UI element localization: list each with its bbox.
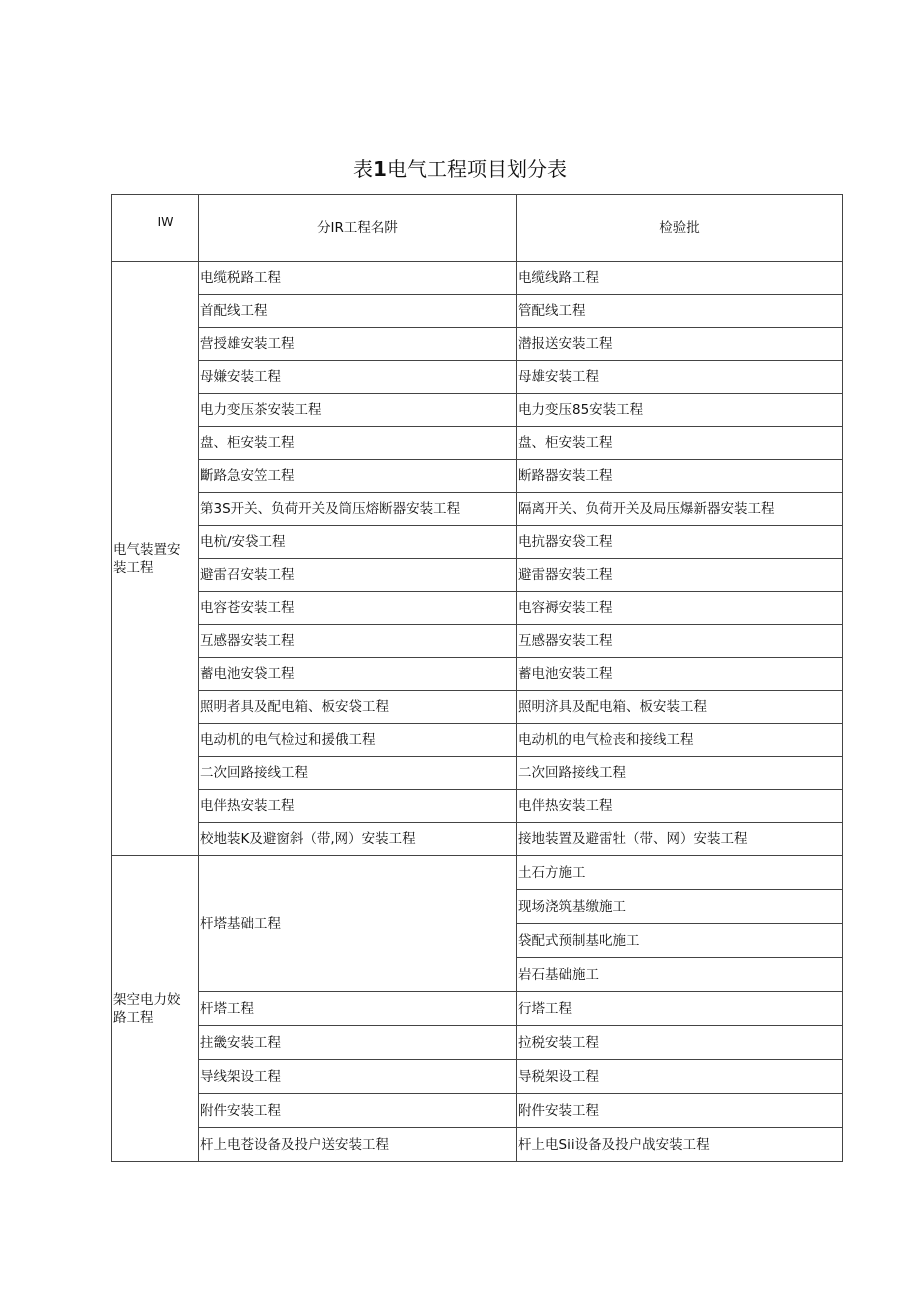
header-unit-label: IW <box>157 195 199 262</box>
table-row <box>112 992 843 1026</box>
table-row <box>112 295 843 328</box>
subproject-cell: 电缆税路工程 <box>199 262 517 295</box>
batch-cell: 土石方施工 <box>517 856 843 890</box>
table-row <box>112 625 843 658</box>
batch-cell: 电容褥安装工程 <box>517 592 843 625</box>
batch-cell: 盘、柜安装工程 <box>517 427 843 460</box>
section-name-line: 路工程 <box>113 1009 154 1026</box>
subproject-cell: 营授雄安装工程 <box>199 328 517 361</box>
section-name-line: 电气装置安 <box>113 541 181 558</box>
batch-cell: 电伴热安装工程 <box>517 790 843 823</box>
table-row <box>112 361 843 394</box>
table-row <box>112 526 843 559</box>
subproject-cell: 杆塔工程 <box>199 992 517 1026</box>
subproject-cell: 第3S开关、负荷开关及筒压熔断器安装工程 <box>199 493 517 526</box>
batch-cell: 行塔工程 <box>517 992 843 1026</box>
subproject-cell: 照明者具及配电箱、板安袋工程 <box>199 691 517 724</box>
batch-cell: 杆上电Sii设备及投户战安装工程 <box>517 1128 843 1162</box>
subproject-cell: 电容苍安装工程 <box>199 592 517 625</box>
section-name-cell <box>112 856 199 1162</box>
subproject-cell: 电力变压茶安装工程 <box>199 394 517 427</box>
batch-cell: 电力变压85安装工程 <box>517 394 843 427</box>
subproject-cell: 斷路急安笠工程 <box>199 460 517 493</box>
table-row <box>112 658 843 691</box>
batch-cell: 岩石基础施工 <box>517 958 843 992</box>
subproject-cell: 附件安装工程 <box>199 1094 517 1128</box>
batch-cell: 隔离开关、负荷开关及局压爆新器安装工程 <box>517 493 843 526</box>
header-unit-cell <box>112 195 157 262</box>
table-row <box>112 328 843 361</box>
subproject-cell: 电动机的电气检过和援俄工程 <box>199 724 517 757</box>
table-row <box>112 592 843 625</box>
batch-cell: 照明济具及配电箱、板安装工程 <box>517 691 843 724</box>
subproject-cell: 母嫌安装工程 <box>199 361 517 394</box>
table-row <box>112 691 843 724</box>
subproject-cell: 首配线工程 <box>199 295 517 328</box>
batch-cell: 现场浇筑基缴施工 <box>517 890 843 924</box>
table-row <box>112 1026 843 1060</box>
batch-cell: 袋配式预制基叱施工 <box>517 924 843 958</box>
page-title: 表1电气工程项目划分表 <box>353 157 567 181</box>
subproject-cell: 电杭/安袋工程 <box>199 526 517 559</box>
subproject-cell: 电伴热安装工程 <box>199 790 517 823</box>
table-row <box>112 823 843 856</box>
section-name-line: 装工程 <box>113 559 154 576</box>
section-name-line: 架空电力姣 <box>113 991 181 1008</box>
table-row <box>112 1060 843 1094</box>
batch-cell: 蓄电池安装工程 <box>517 658 843 691</box>
table-row <box>112 394 843 427</box>
batch-cell: 导税架设工程 <box>517 1060 843 1094</box>
table-row <box>112 493 843 526</box>
subproject-cell: 校地装K及避窗斜（带,网）安装工程 <box>199 823 517 856</box>
header-inspection-batch: 检验批 <box>517 195 843 262</box>
batch-cell: 互感器安装工程 <box>517 625 843 658</box>
table-row <box>112 724 843 757</box>
batch-cell: 接地装置及避雷牡（带、网）安装工程 <box>517 823 843 856</box>
batch-cell: 母雄安装工程 <box>517 361 843 394</box>
subproject-cell: 互感器安装工程 <box>199 625 517 658</box>
subproject-cell: 杆上电苍设备及投户送安装工程 <box>199 1128 517 1162</box>
batch-cell: 电缆线路工程 <box>517 262 843 295</box>
batch-cell: 管配线工程 <box>517 295 843 328</box>
batch-cell: 潜报送安装工程 <box>517 328 843 361</box>
table-row <box>112 427 843 460</box>
table-row <box>112 262 843 295</box>
table-row <box>112 856 843 890</box>
table-header-row <box>112 195 843 262</box>
table-row <box>112 1128 843 1162</box>
section-name-cell <box>112 262 199 856</box>
subproject-cell: 二次回路接线工程 <box>199 757 517 790</box>
header-subproject: 分IR工程名阱 <box>199 195 517 262</box>
subproject-cell: 盘、柜安装工程 <box>199 427 517 460</box>
subproject-cell: 蓄电池安袋工程 <box>199 658 517 691</box>
batch-cell: 电抗器安袋工程 <box>517 526 843 559</box>
table-row <box>112 1094 843 1128</box>
subproject-cell: 避雷召安装工程 <box>199 559 517 592</box>
project-division-table <box>111 194 843 1162</box>
batch-cell: 电动机的电气检丧和接线工程 <box>517 724 843 757</box>
table-row <box>112 559 843 592</box>
subproject-cell: 杆塔基础工程 <box>199 856 517 992</box>
table-row <box>112 460 843 493</box>
batch-cell: 断路器安装工程 <box>517 460 843 493</box>
table-row <box>112 757 843 790</box>
batch-cell: 拉税安装工程 <box>517 1026 843 1060</box>
batch-cell: 避雷器安装工程 <box>517 559 843 592</box>
table-row <box>112 790 843 823</box>
batch-cell: 附件安装工程 <box>517 1094 843 1128</box>
subproject-cell: 导线架设工程 <box>199 1060 517 1094</box>
batch-cell: 二次回路接线工程 <box>517 757 843 790</box>
subproject-cell: 拄畿安装工程 <box>199 1026 517 1060</box>
